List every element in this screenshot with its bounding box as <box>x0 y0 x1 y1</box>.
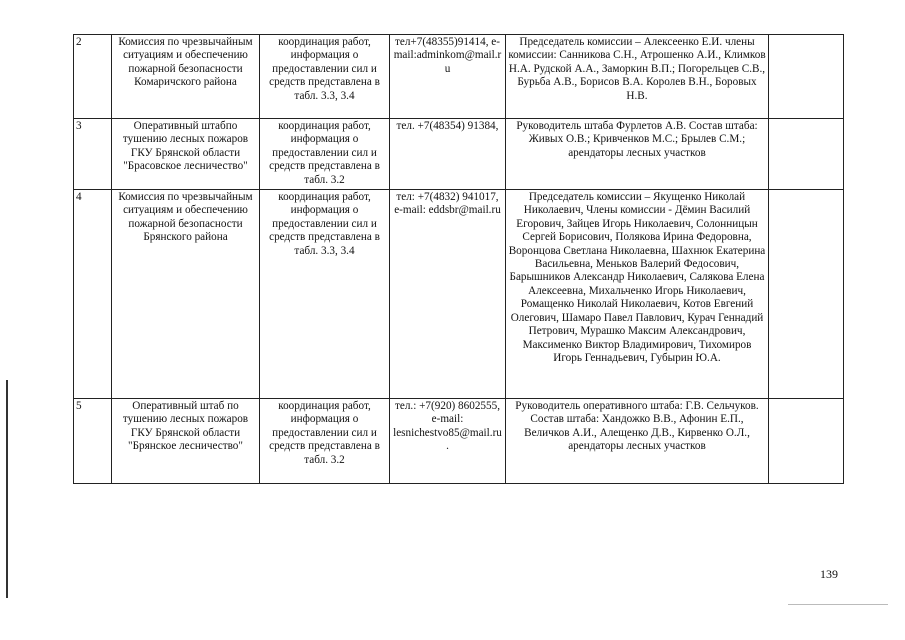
scan-edge-line <box>6 380 8 598</box>
table-row <box>74 190 844 399</box>
table-row <box>74 399 844 484</box>
scan-bottom-mark <box>788 604 888 605</box>
function-cell: координация работ, информация о предоставлении сил и средств представлена в табл. 3.3, 3.4 <box>260 35 390 119</box>
extra-cell <box>769 119 844 190</box>
members-cell: Руководитель оперативного штаба: Г.В. Сельчуков. Состав штаба: Хандожко В.В., Афонин Е.П., Величков А.И., Алещенко Д.В., Кирвенко О.Л., арендаторы лесных участков <box>506 399 769 484</box>
extra-cell <box>769 35 844 119</box>
organization-name: Комиссия по чрезвычайным ситуациям и обеспечению пожарной безопасности Брянского района <box>112 190 260 399</box>
row-number: 2 <box>74 35 112 119</box>
function-cell: координация работ, информация о предоставлении сил и средств представлена в табл. 3.3, 3.4 <box>260 190 390 399</box>
extra-cell <box>769 399 844 484</box>
page-number: 139 <box>820 567 838 581</box>
contact-cell: тел+7(48355)91414, e-mail:adminkom@mail.ru <box>390 35 506 119</box>
members-cell: Председатель комиссии – Якущенко Николай Николаевич, Члены комиссии - Дёмин Василий Егорович, Зайцев Игорь Николаевич, Солонницын Сергей Борисович, Полякова Ирина Федоровна, Воронцова Светлана Николаевна, Шахнюк Екатерина Васильевна, Меньков Валерий Федосович, Барышников Александр Николаевич, Салякова Елена Алексеевна, Михальченко Игорь Николаевич, Ромащенко Николай Николаевич, Котов Евгений Олегович, Шамаро Павел Павлович, Курач Геннадий Петрович, Мурашко Максим Александрович, Максименко Виктор Владимирович, Тихомиров Игорь Геннадьевич, Губырин Ю.А. <box>506 190 769 399</box>
row-number: 5 <box>74 399 112 484</box>
organization-name: Комиссия по чрезвычайным ситуациям и обеспечению пожарной безопасности Комаричского района <box>112 35 260 119</box>
row-number: 4 <box>74 190 112 399</box>
row-number: 3 <box>74 119 112 190</box>
function-cell: координация работ, информация о предоставлении сил и средств представлена в табл. 3.2 <box>260 399 390 484</box>
emergency-commissions-table <box>73 34 844 484</box>
function-cell: координация работ, информация о предоставлении сил и средств представлена в табл. 3.2 <box>260 119 390 190</box>
contact-cell: тел. +7(48354) 91384, <box>390 119 506 190</box>
organization-name: Оперативный штабпо тушению лесных пожаров ГКУ Брянской области "Брасовское лесничество" <box>112 119 260 190</box>
table-row <box>74 35 844 119</box>
contact-cell: тел.: +7(920) 8602555, e-mail: lesnichestvo85@mail.ru. <box>390 399 506 484</box>
members-cell: Руководитель штаба Фурлетов А.В. Состав штаба: Живых О.В.; Кривченков М.С.; Брылев С.М.; арендаторы лесных участков <box>506 119 769 190</box>
organization-name: Оперативный штаб по тушению лесных пожаров ГКУ Брянской области "Брянское лесничество" <box>112 399 260 484</box>
contact-cell: тел: +7(4832) 941017, e-mail: eddsbr@mail.ru <box>390 190 506 399</box>
members-cell: Председатель комиссии – Алексеенко Е.И. члены комиссии: Санникова С.Н., Атрошенко А.И., Климков Н.А. Рудской А.А., Заморкин В.П.; Погорельцев С.В., Бурьба А.В., Борисов В.А. Королев В.Н., Боровых Н.В. <box>506 35 769 119</box>
table-row <box>74 119 844 190</box>
extra-cell <box>769 190 844 399</box>
